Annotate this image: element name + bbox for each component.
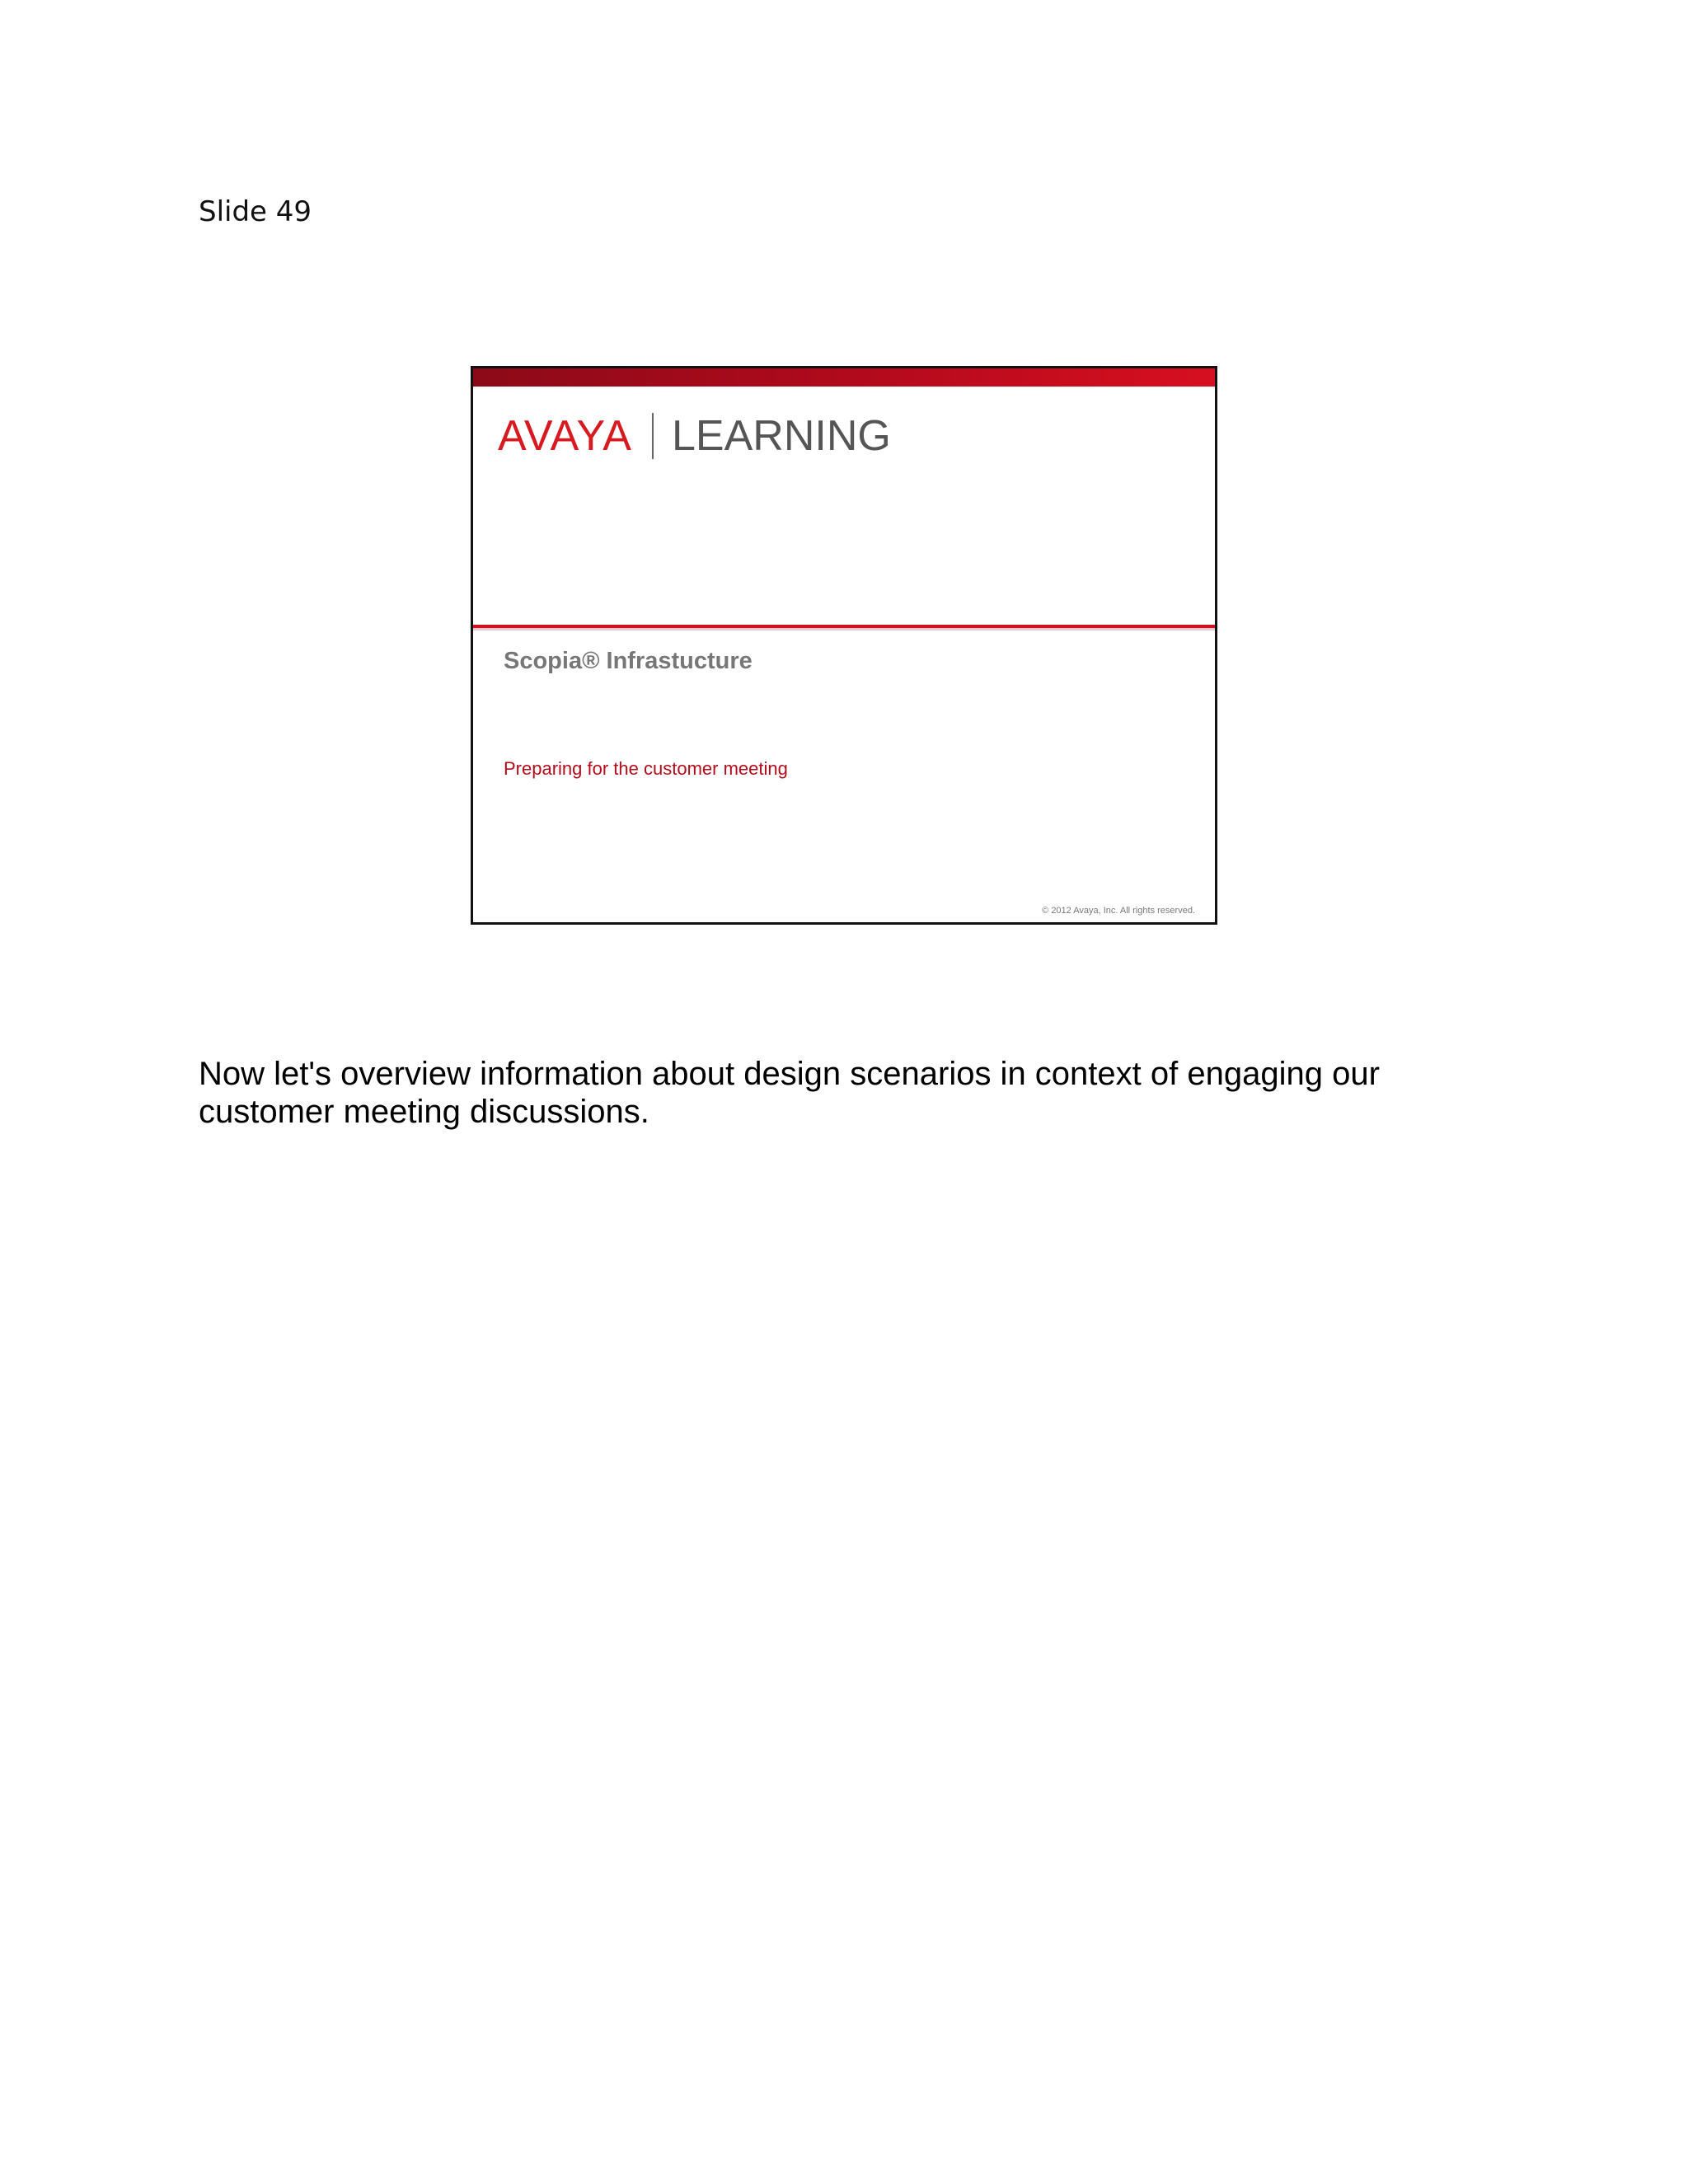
slide-subtitle: Preparing for the customer meeting xyxy=(504,758,788,779)
slide-copyright: © 2012 Avaya, Inc. All rights reserved. xyxy=(1042,906,1195,916)
logo-brand-text: AVAYA xyxy=(498,412,632,460)
slide-header-bar xyxy=(473,368,1215,387)
slide-title: Scopia® Infrastucture xyxy=(504,648,753,674)
logo-divider xyxy=(652,413,654,459)
slide-divider-shadow xyxy=(473,628,1215,630)
slide-number-label: Slide 49 xyxy=(199,195,312,228)
slide-thumbnail xyxy=(471,366,1217,925)
avaya-learning-logo xyxy=(498,411,891,461)
logo-sub-text: LEARNING xyxy=(671,412,891,460)
speaker-notes: Now let's overview information about design scenarios in context of engaging our customer meeting discussions. xyxy=(199,1056,1380,1130)
